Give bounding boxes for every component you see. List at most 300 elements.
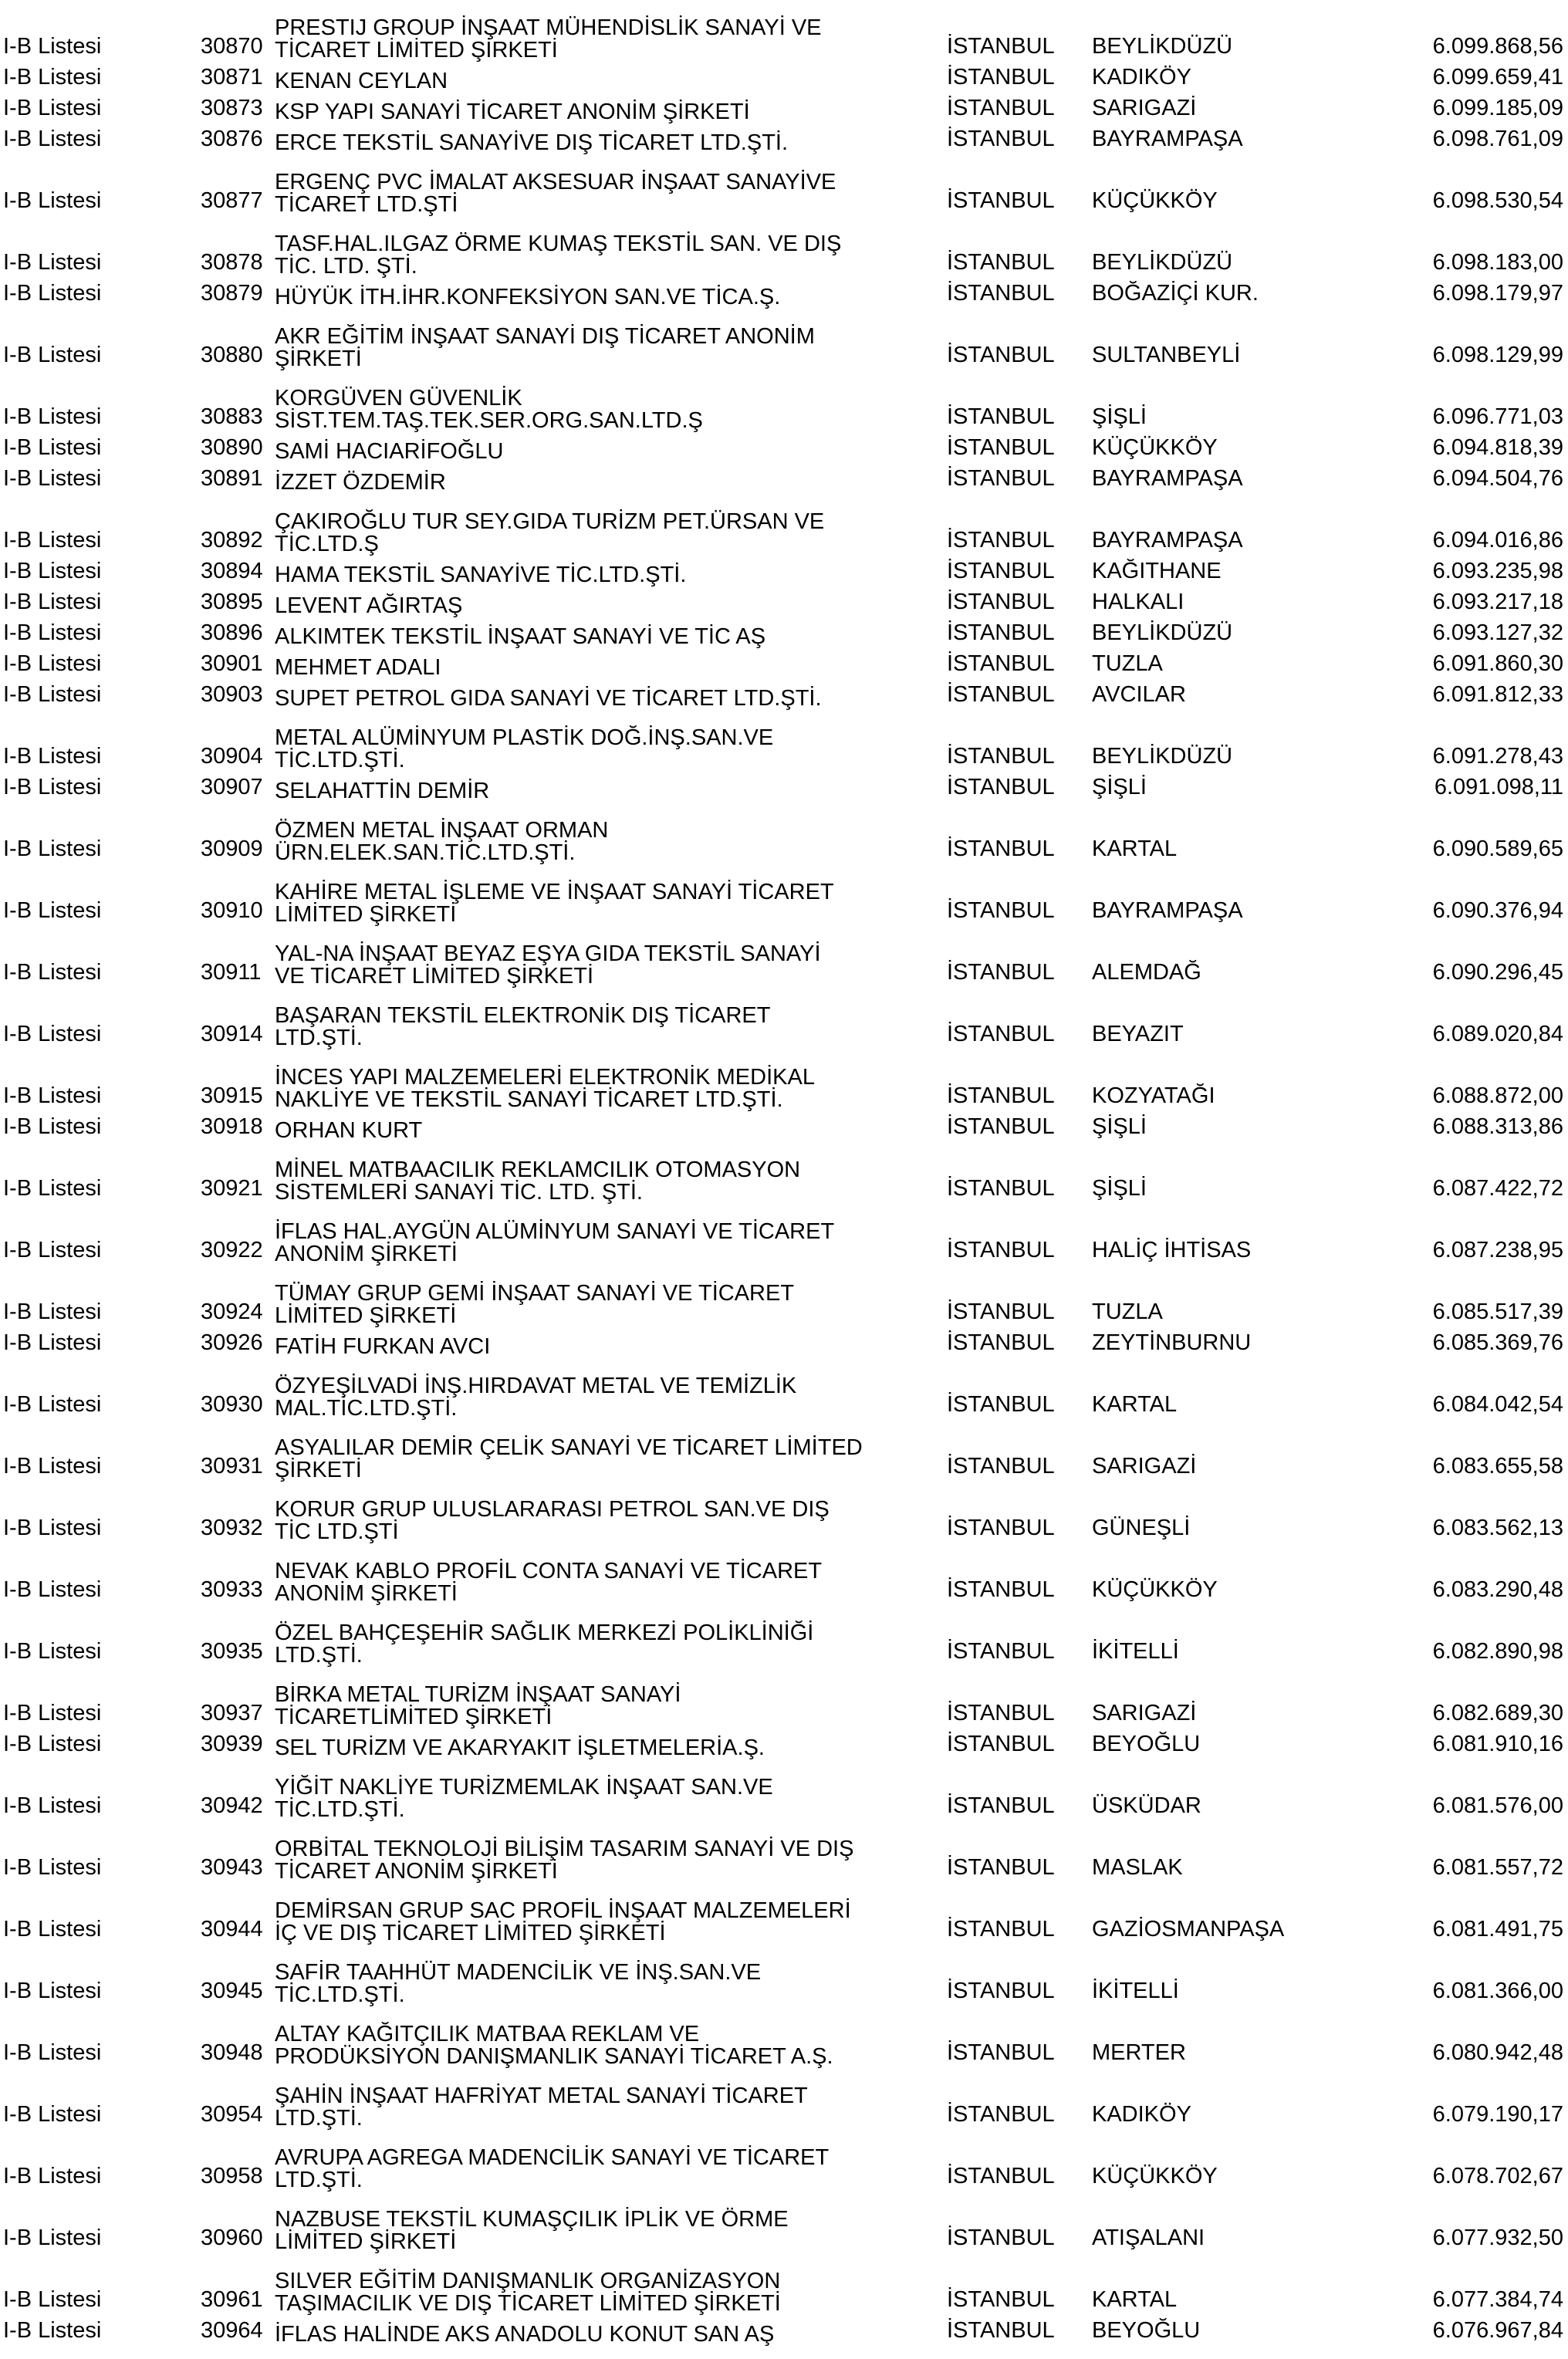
company-name-line: ÖZYEŞİLVADİ İNŞ.HIRDAVAT METAL VE TEMİZLİK bbox=[275, 1374, 797, 1398]
list-type: I-B Listesi bbox=[3, 559, 102, 583]
record-number: 30918 bbox=[201, 1114, 263, 1139]
district: TUZLA bbox=[1092, 651, 1163, 676]
debt-amount: 6.093.217,18 bbox=[1432, 590, 1563, 614]
record-number: 30914 bbox=[201, 1022, 263, 1046]
list-type: I-B Listesi bbox=[3, 1793, 102, 1818]
company-name-line: SAFİR TAAHHÜT MADENCİLİK VE İNŞ.SAN.VE bbox=[275, 1960, 762, 1985]
company-name bbox=[275, 1120, 422, 1142]
list-type: I-B Listesi bbox=[3, 1855, 102, 1880]
list-type: I-B Listesi bbox=[3, 127, 102, 151]
district: HALİÇ İHTİSAS bbox=[1092, 1238, 1252, 1262]
company-name-line: BAŞARAN TEKSTİL ELEKTRONİK DIŞ TİCARET bbox=[275, 1003, 771, 1028]
company-name-line: AVRUPA AGREGA MADENCİLİK SANAYİ VE TİCARET bbox=[275, 2145, 830, 2170]
district: ŞİŞLİ bbox=[1092, 1176, 1147, 1201]
company-name bbox=[275, 1900, 851, 1945]
company-name-line: ÜRN.ELEK.SAN.TİC.LTD.ŞTİ. bbox=[275, 840, 576, 865]
list-type: I-B Listesi bbox=[3, 2287, 102, 2312]
city: İSTANBUL bbox=[947, 1083, 1055, 1108]
record-number: 30876 bbox=[201, 127, 263, 151]
debt-amount: 6.099.659,41 bbox=[1432, 65, 1563, 90]
list-type: I-B Listesi bbox=[3, 682, 102, 707]
company-name-line: ANONİM ŞİRKETİ bbox=[275, 1581, 458, 1606]
table-row bbox=[0, 0, 1568, 62]
company-name bbox=[275, 820, 608, 864]
company-name-line: İFLAS HALİNDE AKS ANADOLU KONUT SAN AŞ bbox=[275, 2322, 775, 2347]
city: İSTANBUL bbox=[947, 127, 1055, 151]
record-number: 30911 bbox=[201, 960, 262, 985]
debt-amount: 6.088.313,86 bbox=[1432, 1114, 1563, 1139]
district: SARIGAZİ bbox=[1092, 96, 1197, 120]
record-number: 30915 bbox=[201, 1083, 263, 1108]
table-row bbox=[0, 1142, 1568, 1204]
district: GÜNEŞLİ bbox=[1092, 1516, 1191, 1540]
district: SARIGAZİ bbox=[1092, 1454, 1197, 1479]
company-name bbox=[275, 881, 834, 926]
district: BOĞAZİÇİ KUR. bbox=[1092, 281, 1259, 306]
list-type: I-B Listesi bbox=[3, 466, 102, 491]
record-number: 30873 bbox=[201, 96, 263, 120]
debt-amount: 6.087.238,95 bbox=[1432, 1238, 1563, 1262]
company-name-line: ÇAKIROĞLU TUR SEY.GIDA TURİZM PET.ÜRSAN VE bbox=[275, 509, 825, 534]
table-row bbox=[0, 988, 1568, 1049]
district: BEYOĞLU bbox=[1092, 2318, 1201, 2343]
company-name bbox=[275, 1375, 796, 1420]
company-name bbox=[275, 1560, 822, 1605]
list-type: I-B Listesi bbox=[3, 1114, 102, 1139]
company-name-line: BİRKA METAL TURİZM İNŞAAT SANAYİ bbox=[275, 1682, 681, 1707]
list-type: I-B Listesi bbox=[3, 65, 102, 90]
district: KÜÇÜKKÖY bbox=[1092, 1577, 1218, 1602]
company-name-line: DEMİRSAN GRUP SAC PROFİL İNŞAAT MALZEMELERİ bbox=[275, 1898, 851, 1923]
list-type: I-B Listesi bbox=[3, 1238, 102, 1262]
company-name bbox=[275, 1962, 761, 2006]
company-name bbox=[275, 943, 821, 988]
record-number: 30903 bbox=[201, 682, 263, 707]
company-name-line: İFLAS HAL.AYGÜN ALÜMİNYUM SANAYİ VE TİCARET bbox=[275, 1219, 835, 1244]
city: İSTANBUL bbox=[947, 466, 1055, 491]
company-name-line: TAŞIMACILIK VE DIŞ TİCARET LİMİTED ŞİRKETİ bbox=[275, 2291, 781, 2316]
company-name bbox=[275, 70, 448, 93]
company-name-line: SAMİ HACIARİFOĞLU bbox=[275, 439, 504, 464]
company-name-line: TASF.HAL.ILGAZ ÖRME KUMAŞ TEKSTİL SAN. VE DIŞ bbox=[275, 232, 842, 256]
company-name bbox=[275, 1776, 773, 1821]
list-type: I-B Listesi bbox=[3, 1979, 102, 2003]
debt-amount: 6.081.576,00 bbox=[1432, 1793, 1563, 1818]
record-number: 30871 bbox=[201, 65, 263, 90]
record-number: 30948 bbox=[201, 2040, 263, 2065]
table-row bbox=[0, 1358, 1568, 1420]
city: İSTANBUL bbox=[947, 590, 1055, 614]
city: İSTANBUL bbox=[947, 528, 1055, 553]
city: İSTANBUL bbox=[947, 1176, 1055, 1201]
list-type: I-B Listesi bbox=[3, 744, 102, 769]
district: KADIKÖY bbox=[1092, 65, 1191, 90]
list-type: I-B Listesi bbox=[3, 836, 102, 861]
company-name bbox=[275, 595, 462, 617]
company-name-line: KSP YAPI SANAYİ TİCARET ANONİM ŞİRKETİ bbox=[275, 100, 750, 124]
company-name bbox=[275, 626, 765, 648]
record-number: 30932 bbox=[201, 1516, 263, 1540]
city: İSTANBUL bbox=[947, 1639, 1055, 1664]
company-name bbox=[275, 1737, 765, 1759]
company-name-line: KORUR GRUP ULUSLARARASI PETROL SAN.VE DIŞ bbox=[275, 1497, 830, 1522]
debt-amount: 6.083.655,58 bbox=[1432, 1454, 1563, 1479]
city: İSTANBUL bbox=[947, 1330, 1055, 1355]
district: ŞİŞLİ bbox=[1092, 1114, 1147, 1139]
table-row bbox=[0, 309, 1568, 370]
company-name-line: SUPET PETROL GIDA SANAYİ VE TİCARET LTD.ŞTİ. bbox=[275, 686, 822, 711]
company-name-line: TİC. LTD. ŞTİ. bbox=[275, 254, 417, 279]
list-type: I-B Listesi bbox=[3, 620, 102, 645]
company-name bbox=[275, 1283, 794, 1327]
debt-amount: 6.098.179,97 bbox=[1432, 281, 1563, 306]
company-name-line: TİC LTD.ŞTİ bbox=[275, 1519, 399, 1544]
company-name bbox=[275, 2085, 808, 2130]
record-number: 30944 bbox=[201, 1917, 263, 1942]
record-number: 30964 bbox=[201, 2318, 263, 2343]
debt-amount: 6.093.127,32 bbox=[1432, 620, 1563, 645]
record-number: 30879 bbox=[201, 281, 263, 306]
list-type: I-B Listesi bbox=[3, 281, 102, 306]
debt-amount: 6.083.562,13 bbox=[1432, 1516, 1563, 1540]
company-name bbox=[275, 17, 822, 62]
list-type: I-B Listesi bbox=[3, 1701, 102, 1725]
debt-amount: 6.076.967,84 bbox=[1432, 2318, 1563, 2343]
table-row bbox=[0, 864, 1568, 926]
debt-amount: 6.091.098,11 bbox=[1434, 775, 1563, 799]
district: MERTER bbox=[1092, 2040, 1186, 2065]
list-type: I-B Listesi bbox=[3, 343, 102, 367]
record-number: 30921 bbox=[201, 1176, 263, 1201]
table-row bbox=[0, 679, 1568, 710]
list-type: I-B Listesi bbox=[3, 775, 102, 799]
record-number: 30930 bbox=[201, 1392, 263, 1417]
company-name-line: ÖZMEN METAL İNŞAAT ORMAN bbox=[275, 818, 609, 843]
record-number: 30910 bbox=[201, 898, 263, 923]
record-number: 30907 bbox=[201, 775, 263, 799]
company-name bbox=[275, 1499, 830, 1543]
debt-amount: 6.081.910,16 bbox=[1432, 1732, 1563, 1756]
district: BEYLİKDÜZÜ bbox=[1092, 620, 1233, 645]
debt-amount: 6.099.185,09 bbox=[1432, 96, 1563, 120]
company-name bbox=[275, 1838, 853, 1883]
record-number: 30939 bbox=[201, 1732, 263, 1756]
company-name bbox=[275, 2270, 781, 2315]
district: BEYLİKDÜZÜ bbox=[1092, 744, 1233, 769]
debt-amount: 6.091.278,43 bbox=[1432, 744, 1563, 769]
debt-amount: 6.090.296,45 bbox=[1432, 960, 1563, 985]
company-name-line: MİNEL MATBAACILIK REKLAMCILIK OTOMASYON bbox=[275, 1158, 801, 1182]
company-name bbox=[275, 1159, 800, 1204]
table-row bbox=[0, 556, 1568, 586]
record-number: 30890 bbox=[201, 435, 263, 460]
debt-amount: 6.081.557,72 bbox=[1432, 1855, 1563, 1880]
record-number: 30926 bbox=[201, 1330, 263, 1355]
district: ATIŞALANI bbox=[1092, 2226, 1205, 2250]
company-name-line: TİC.LTD.ŞTİ. bbox=[275, 748, 405, 772]
debt-amount: 6.098.129,99 bbox=[1432, 343, 1563, 367]
company-name-line: TÜMAY GRUP GEMİ İNŞAAT SANAYİ VE TİCARET bbox=[275, 1281, 795, 1306]
company-name bbox=[275, 233, 841, 278]
district: KADIKÖY bbox=[1092, 2102, 1191, 2127]
company-name-line: LTD.ŞTİ. bbox=[275, 1643, 363, 1668]
company-name bbox=[275, 326, 815, 370]
city: İSTANBUL bbox=[947, 188, 1055, 213]
district: KARTAL bbox=[1092, 836, 1178, 861]
list-type: I-B Listesi bbox=[3, 1917, 102, 1942]
city: İSTANBUL bbox=[947, 898, 1055, 923]
debt-amount: 6.083.290,48 bbox=[1432, 1577, 1563, 1602]
list-type: I-B Listesi bbox=[3, 1330, 102, 1355]
city: İSTANBUL bbox=[947, 281, 1055, 306]
debt-amount: 6.098.183,00 bbox=[1432, 250, 1563, 275]
district: TUZLA bbox=[1092, 1299, 1163, 1324]
list-type: I-B Listesi bbox=[3, 2102, 102, 2127]
city: İSTANBUL bbox=[947, 404, 1055, 429]
table-row bbox=[0, 617, 1568, 648]
debt-amount: 6.085.369,76 bbox=[1432, 1330, 1563, 1355]
city: İSTANBUL bbox=[947, 1392, 1055, 1417]
city: İSTANBUL bbox=[947, 96, 1055, 120]
company-name-line: İÇ VE DIŞ TİCARET LİMİTED ŞİRKETİ bbox=[275, 1921, 666, 1945]
city: İSTANBUL bbox=[947, 2164, 1055, 2188]
city: İSTANBUL bbox=[947, 2287, 1055, 2312]
company-name-line: TİCARET LİMİTED ŞİRKETİ bbox=[275, 38, 558, 63]
company-name-line: İNCES YAPI MALZEMELERİ ELEKTRONİK MEDİKAL bbox=[275, 1065, 815, 1090]
debt-amount: 6.082.890,98 bbox=[1432, 1639, 1563, 1664]
district: BAYRAMPAŞA bbox=[1092, 127, 1243, 151]
district: BAYRAMPAŞA bbox=[1092, 466, 1243, 491]
list-type: I-B Listesi bbox=[3, 1392, 102, 1417]
debt-amount: 6.091.860,30 bbox=[1432, 651, 1563, 676]
table-row bbox=[0, 2130, 1568, 2192]
city: İSTANBUL bbox=[947, 1732, 1055, 1756]
table-row bbox=[0, 1759, 1568, 1821]
table-row bbox=[0, 123, 1568, 154]
city: İSTANBUL bbox=[947, 744, 1055, 769]
company-name bbox=[275, 101, 750, 123]
company-name-line: NAKLİYE VE TEKSTİL SANAYİ TİCARET LTD.ŞTİ. bbox=[275, 1087, 783, 1112]
district: KÜÇÜKKÖY bbox=[1092, 2164, 1218, 2188]
district: KARTAL bbox=[1092, 1392, 1178, 1417]
company-name bbox=[275, 1684, 681, 1729]
list-type: I-B Listesi bbox=[3, 435, 102, 460]
table-row bbox=[0, 278, 1568, 309]
record-number: 30942 bbox=[201, 1793, 263, 1818]
company-name-line: AKR EĞİTİM İNŞAAT SANAYİ DIŞ TİCARET ANONİM bbox=[275, 324, 815, 349]
table-row bbox=[0, 1111, 1568, 1142]
district: BAYRAMPAŞA bbox=[1092, 528, 1243, 553]
record-number: 30877 bbox=[201, 188, 263, 213]
city: İSTANBUL bbox=[947, 343, 1055, 367]
company-name-line: NEVAK KABLO PROFİL CONTA SANAYİ VE TİCARET bbox=[275, 1559, 823, 1583]
debt-amount: 6.093.235,98 bbox=[1432, 559, 1563, 583]
company-name bbox=[275, 1221, 834, 1266]
table-row bbox=[0, 1049, 1568, 1111]
table-row bbox=[0, 2192, 1568, 2253]
record-number: 30954 bbox=[201, 2102, 263, 2127]
debt-amount: 6.098.761,09 bbox=[1432, 127, 1563, 151]
city: İSTANBUL bbox=[947, 620, 1055, 645]
company-name-line: YİĞİT NAKLİYE TURİZMEMLAK İNŞAAT SAN.VE bbox=[275, 1775, 773, 1800]
record-number: 30894 bbox=[201, 559, 263, 583]
city: İSTANBUL bbox=[947, 1238, 1055, 1262]
district: ZEYTİNBURNU bbox=[1092, 1330, 1252, 1355]
record-number: 30931 bbox=[201, 1454, 263, 1479]
record-number: 30933 bbox=[201, 1577, 263, 1602]
company-name-line: İZZET ÖZDEMİR bbox=[275, 470, 446, 495]
list-type: I-B Listesi bbox=[3, 2164, 102, 2188]
table-row bbox=[0, 926, 1568, 988]
company-name bbox=[275, 1437, 863, 1482]
table-row bbox=[0, 1883, 1568, 1945]
company-name-line: VE TİCARET LİMİTED ŞİRKETİ bbox=[275, 964, 594, 989]
record-number: 30958 bbox=[201, 2164, 263, 2188]
list-type: I-B Listesi bbox=[3, 960, 102, 985]
list-type: I-B Listesi bbox=[3, 1176, 102, 1201]
company-name-line: HAMA TEKSTİL SANAYİVE TİC.LTD.ŞTİ. bbox=[275, 563, 687, 587]
company-name-line: SEL TURİZM VE AKARYAKIT İŞLETMELERİA.Ş. bbox=[275, 1735, 765, 1760]
list-type: I-B Listesi bbox=[3, 1022, 102, 1046]
company-name-line: ALTAY KAĞITÇILIK MATBAA REKLAM VE bbox=[275, 2022, 700, 2046]
company-name bbox=[275, 132, 788, 154]
record-number: 30892 bbox=[201, 528, 263, 553]
company-name-line: ASYALILAR DEMİR ÇELİK SANAYİ VE TİCARET LİMİTED bbox=[275, 1435, 863, 1460]
company-name-line: LTD.ŞTİ. bbox=[275, 2168, 363, 2192]
table-row bbox=[0, 1204, 1568, 1266]
record-number: 30909 bbox=[201, 836, 263, 861]
company-name-line: SİST.TEM.TAŞ.TEK.SER.ORG.SAN.LTD.Ş bbox=[275, 408, 703, 433]
district: BEYOĞLU bbox=[1092, 1732, 1201, 1756]
debt-amount: 6.096.771,03 bbox=[1432, 404, 1563, 429]
debt-amount: 6.098.530,54 bbox=[1432, 188, 1563, 213]
company-name-line: ALKIMTEK TEKSTİL İNŞAAT SANAYİ VE TİC AŞ bbox=[275, 624, 766, 649]
debt-amount: 6.091.812,33 bbox=[1432, 682, 1563, 707]
record-number: 30945 bbox=[201, 1979, 263, 2003]
table-row bbox=[0, 1821, 1568, 1883]
company-name-line: MEHMET ADALI bbox=[275, 655, 441, 680]
company-name-line: TİC.LTD.Ş bbox=[275, 532, 379, 556]
company-name-line: LİMİTED ŞİRKETİ bbox=[275, 1303, 457, 1328]
company-name-line: SELAHATTİN DEMİR bbox=[275, 779, 490, 803]
company-name-line: TİC.LTD.ŞTİ. bbox=[275, 1982, 405, 2007]
table-row bbox=[0, 93, 1568, 123]
company-name bbox=[275, 1336, 490, 1358]
list-type: I-B Listesi bbox=[3, 34, 102, 59]
city: İSTANBUL bbox=[947, 2318, 1055, 2343]
debt-amount: 6.085.517,39 bbox=[1432, 1299, 1563, 1324]
company-name-line: HÜYÜK İTH.İHR.KONFEKSİYON SAN.VE TİCA.Ş. bbox=[275, 285, 781, 309]
city: İSTANBUL bbox=[947, 250, 1055, 275]
city: İSTANBUL bbox=[947, 1701, 1055, 1725]
company-name bbox=[275, 171, 836, 216]
company-name bbox=[275, 2209, 789, 2253]
debt-amount: 6.090.589,65 bbox=[1432, 836, 1563, 861]
debt-amount: 6.090.376,94 bbox=[1432, 898, 1563, 923]
record-number: 30961 bbox=[201, 2287, 263, 2312]
list-type: I-B Listesi bbox=[3, 1639, 102, 1664]
city: İSTANBUL bbox=[947, 1855, 1055, 1880]
city: İSTANBUL bbox=[947, 559, 1055, 583]
district: ALEMDAĞ bbox=[1092, 960, 1201, 985]
list-type: I-B Listesi bbox=[3, 1083, 102, 1108]
list-type: I-B Listesi bbox=[3, 1516, 102, 1540]
table-row bbox=[0, 1729, 1568, 1759]
list-type: I-B Listesi bbox=[3, 96, 102, 120]
table-row bbox=[0, 1667, 1568, 1729]
company-name-line: PRESTIJ GROUP İNŞAAT MÜHENDİSLİK SANAYİ VE bbox=[275, 15, 822, 40]
table-row bbox=[0, 803, 1568, 864]
district: BEYLİKDÜZÜ bbox=[1092, 34, 1233, 59]
company-name-line: KORGÜVEN GÜVENLİK bbox=[275, 386, 522, 411]
debt-amount: 6.081.491,75 bbox=[1432, 1917, 1563, 1942]
company-name bbox=[275, 2023, 833, 2068]
company-name bbox=[275, 688, 822, 710]
list-type: I-B Listesi bbox=[3, 651, 102, 676]
company-name-line: TİC.LTD.ŞTİ. bbox=[275, 1797, 405, 1822]
list-type: I-B Listesi bbox=[3, 590, 102, 614]
company-name-line: KAHİRE METAL İŞLEME VE İNŞAAT SANAYİ TİCARET bbox=[275, 880, 834, 904]
table-row bbox=[0, 2006, 1568, 2068]
list-type: I-B Listesi bbox=[3, 1732, 102, 1756]
record-number: 30880 bbox=[201, 343, 263, 367]
debt-amount: 6.094.504,76 bbox=[1432, 466, 1563, 491]
debt-amount: 6.089.020,84 bbox=[1432, 1022, 1563, 1046]
district: İKİTELLİ bbox=[1092, 1979, 1179, 2003]
company-name-line: TİCARETLİMİTED ŞİRKETİ bbox=[275, 1705, 553, 1729]
record-number: 30891 bbox=[201, 466, 263, 491]
list-type: I-B Listesi bbox=[3, 528, 102, 553]
district: BAYRAMPAŞA bbox=[1092, 898, 1243, 923]
debt-amount: 6.078.702,67 bbox=[1432, 2164, 1563, 2188]
company-name-line: ŞAHİN İNŞAAT HAFRİYAT METAL SANAYİ TİCARET bbox=[275, 2084, 808, 2108]
district: KÜÇÜKKÖY bbox=[1092, 188, 1218, 213]
record-number: 30943 bbox=[201, 1855, 263, 1880]
list-type: I-B Listesi bbox=[3, 1299, 102, 1324]
debt-amount: 6.088.872,00 bbox=[1432, 1083, 1563, 1108]
city: İSTANBUL bbox=[947, 1299, 1055, 1324]
city: İSTANBUL bbox=[947, 1793, 1055, 1818]
table-row bbox=[0, 494, 1568, 556]
company-name bbox=[275, 511, 824, 556]
district: MASLAK bbox=[1092, 1855, 1183, 1880]
record-number: 30895 bbox=[201, 590, 263, 614]
company-name-line: LTD.ŞTİ. bbox=[275, 1026, 363, 1050]
company-name-line: MAL.TİC.LTD.ŞTİ. bbox=[275, 1396, 458, 1421]
district: BEYAZIT bbox=[1092, 1022, 1184, 1046]
district: KÜÇÜKKÖY bbox=[1092, 435, 1218, 460]
record-number: 30904 bbox=[201, 744, 263, 769]
company-name-line: ANONİM ŞİRKETİ bbox=[275, 1242, 458, 1266]
table-row bbox=[0, 1266, 1568, 1327]
district: KARTAL bbox=[1092, 2287, 1178, 2312]
district: SULTANBEYLİ bbox=[1092, 343, 1241, 367]
company-name-line: ERCE TEKSTİL SANAYİVE DIŞ TİCARET LTD.ŞTİ. bbox=[275, 130, 789, 155]
company-name-line: TİCARET LTD.ŞTİ bbox=[275, 192, 458, 217]
city: İSTANBUL bbox=[947, 2226, 1055, 2250]
company-name-line: ÖZEL BAHÇEŞEHİR SAĞLIK MERKEZİ POLİKLİNİĞİ bbox=[275, 1621, 814, 1645]
debt-amount: 6.077.932,50 bbox=[1432, 2226, 1563, 2250]
company-name bbox=[275, 564, 686, 586]
list-type: I-B Listesi bbox=[3, 2318, 102, 2343]
table-row bbox=[0, 1420, 1568, 1482]
table-row bbox=[0, 1482, 1568, 1543]
record-number: 30924 bbox=[201, 1299, 263, 1324]
company-name-line: SILVER EĞİTİM DANIŞMANLIK ORGANİZASYON bbox=[275, 2269, 781, 2293]
table-row bbox=[0, 62, 1568, 93]
list-type: I-B Listesi bbox=[3, 404, 102, 429]
debt-amount: 6.087.422,72 bbox=[1432, 1176, 1563, 1201]
